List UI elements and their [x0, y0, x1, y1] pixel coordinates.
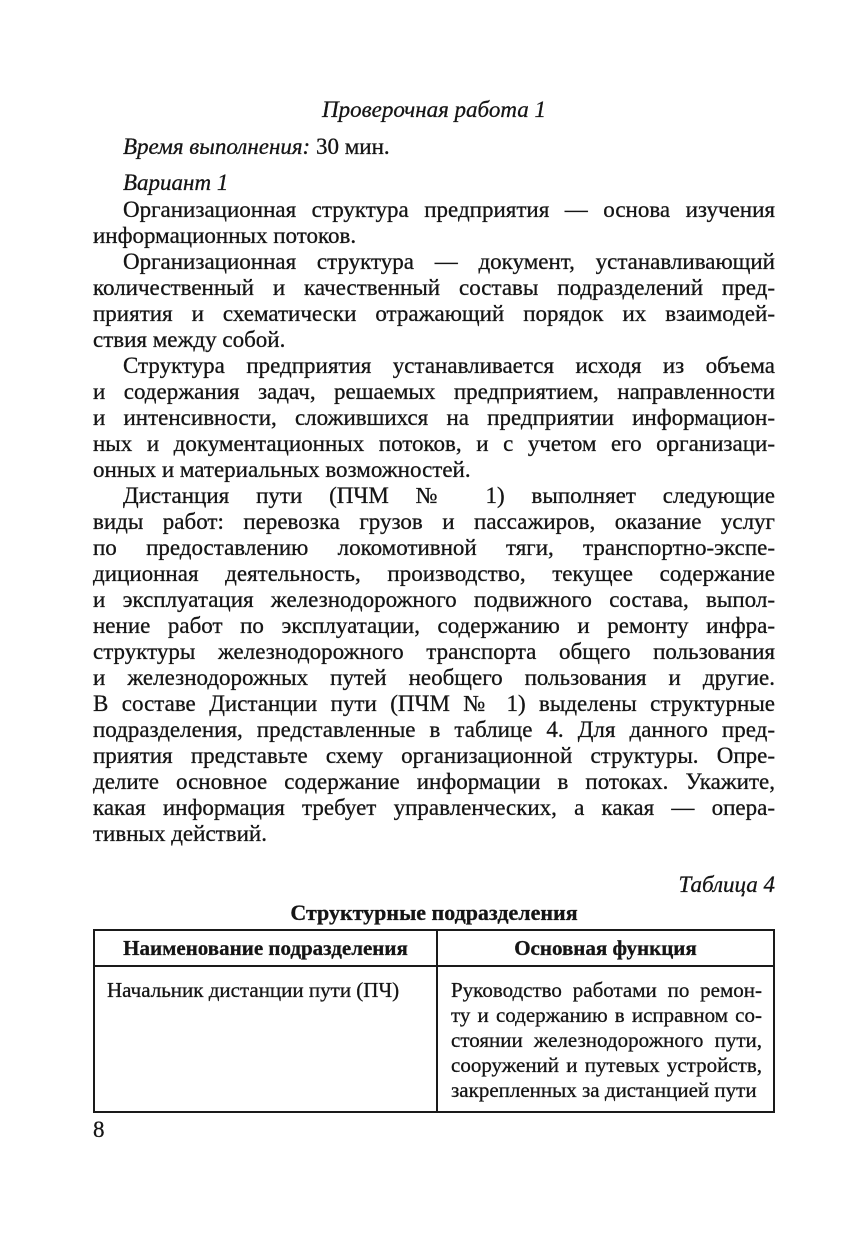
cell-unit-name: Начальник дистанции пути (ПЧ): [94, 966, 437, 1112]
paragraph-org-structure-intro: Организационная структура предприятия — основа изучения информационных потоков.: [93, 197, 775, 248]
column-header-main-function: Основная функция: [437, 930, 774, 966]
cell-unit-function: Руководство работами по ремон- ту и содержанию в исправном со- стоянии железнодорожного пути, сооружений и путевых устройств, закрепленных за дистанцией пути: [437, 966, 774, 1112]
execution-time-line: [93, 134, 775, 160]
execution-time-value: 30 мин.: [315, 134, 390, 159]
paragraph-task-description: Дистанция пути (ПЧМ № 1) выполняет следующие виды работ: перевозка грузов и пассажиров, оказание услуг по предоставлению локомотивной тяги, транспортно-экспе- диционная деятельность, производство, текущее содержание и эксплуатация железнодорожного подвижного состава, выпол- нение работ по эксплуатации, содержанию и ремонту инфра- структуры железнодорожного транспорта общего пользования и железнодорожных путей необщего пользования и другие. В составе Дистанции пути (ПЧМ № 1) выделены структурные подразделения, представленные в таблице 4. Для данного пред- приятия представьте схему организационной структуры. Опре- делите основное содержание информации в потоках. Укажите, какая информация требует управленческих, а какая — опера- тивных действий.: [93, 483, 775, 846]
structural-units-table: [93, 929, 775, 1113]
paragraph-org-structure-definition: Организационная структура — документ, устанавливающий количественный и качественный составы подразделений пред- приятия и схематически отражающий порядок их взаимодей- ствия между собой.: [93, 249, 775, 352]
variant-heading: Вариант 1: [123, 170, 229, 195]
page-title: Проверочная работа 1: [322, 97, 546, 122]
column-header-unit-name: Наименование подразделения: [94, 930, 437, 966]
table-row: [94, 966, 774, 1112]
table-title: Структурные подразделения: [290, 900, 578, 925]
table-header-row: [94, 930, 774, 966]
execution-time-label: Время выполнения:: [123, 134, 311, 159]
page-number: 8: [93, 1117, 105, 1142]
paragraph-structure-factors: Структура предприятия устанавливается исходя из объема и содержания задач, решаемых предприятием, направленности и интенсивности, сложившихся на предприятии информацион- ных и документационных потоков, и с учетом его организаци- онных и материальных возможностей.: [93, 353, 775, 482]
table-caption: Таблица 4: [678, 872, 775, 897]
